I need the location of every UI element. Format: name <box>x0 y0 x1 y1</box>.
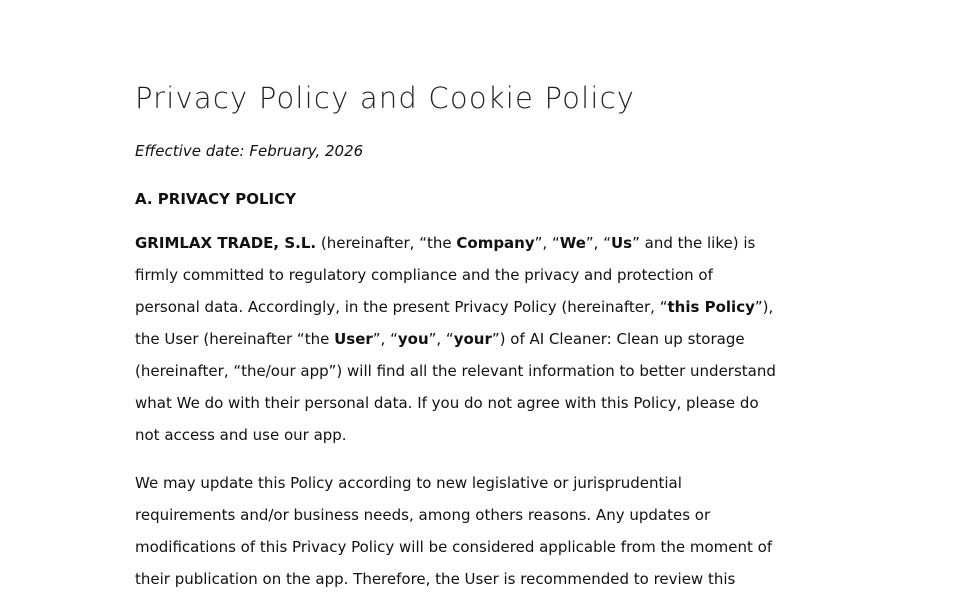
text-run: ”, “ <box>585 234 611 252</box>
page-title: Privacy Policy and Cookie Policy <box>135 81 636 115</box>
paragraph-line <box>135 227 825 259</box>
text-run: ”, “ <box>534 234 560 252</box>
paragraph-line: what We do with their personal data. If you do not agree with this Policy, please do <box>135 394 759 412</box>
text-run: ”) of AI Cleaner: Clean up storage <box>491 330 745 348</box>
term-you: you <box>397 330 429 348</box>
term-us: Us <box>610 234 633 252</box>
paragraph-updates <box>135 467 825 595</box>
text-run: the User (hereinafter “the <box>135 330 335 348</box>
section-heading-privacy-policy: A. PRIVACY POLICY <box>135 190 296 208</box>
paragraph-line <box>135 323 825 355</box>
paragraph-line: requirements and/or business needs, among others reasons. Any updates or <box>135 506 711 524</box>
text-run: ”), <box>754 298 774 316</box>
paragraph-line: (hereinafter, “the/our app”) will find all the relevant information to better understand <box>135 362 776 380</box>
term-company: Company <box>456 234 535 252</box>
text-run: ”, “ <box>372 330 398 348</box>
paragraph-line: not access and use our app. <box>135 426 347 444</box>
text-run: (hereinafter, “the <box>316 234 457 252</box>
term-user: User <box>334 330 373 348</box>
effective-date: Effective date: February, 2026 <box>135 142 364 160</box>
term-your: your <box>453 330 492 348</box>
paragraph-line: We may update this Policy according to new legislative or jurisprudential <box>135 474 682 492</box>
text-run: ”, “ <box>428 330 454 348</box>
paragraph-line: their publication on the app. Therefore, the User is recommended to review this <box>135 570 736 588</box>
paragraph-line: modifications of this Privacy Policy will be considered applicable from the moment of <box>135 538 773 556</box>
paragraph-intro <box>135 227 825 451</box>
term-this-policy: this Policy <box>667 298 755 316</box>
paragraph-line <box>135 291 825 323</box>
company-name: GRIMLAX TRADE, S.L. <box>135 234 317 252</box>
term-we: We <box>559 234 586 252</box>
paragraph-line: firmly committed to regulatory compliance and the privacy and protection of <box>135 266 713 284</box>
document-content <box>135 78 835 595</box>
text-run: personal data. Accordingly, in the present Privacy Policy (hereinafter, “ <box>135 298 668 316</box>
text-run: ” and the like) is <box>632 234 756 252</box>
